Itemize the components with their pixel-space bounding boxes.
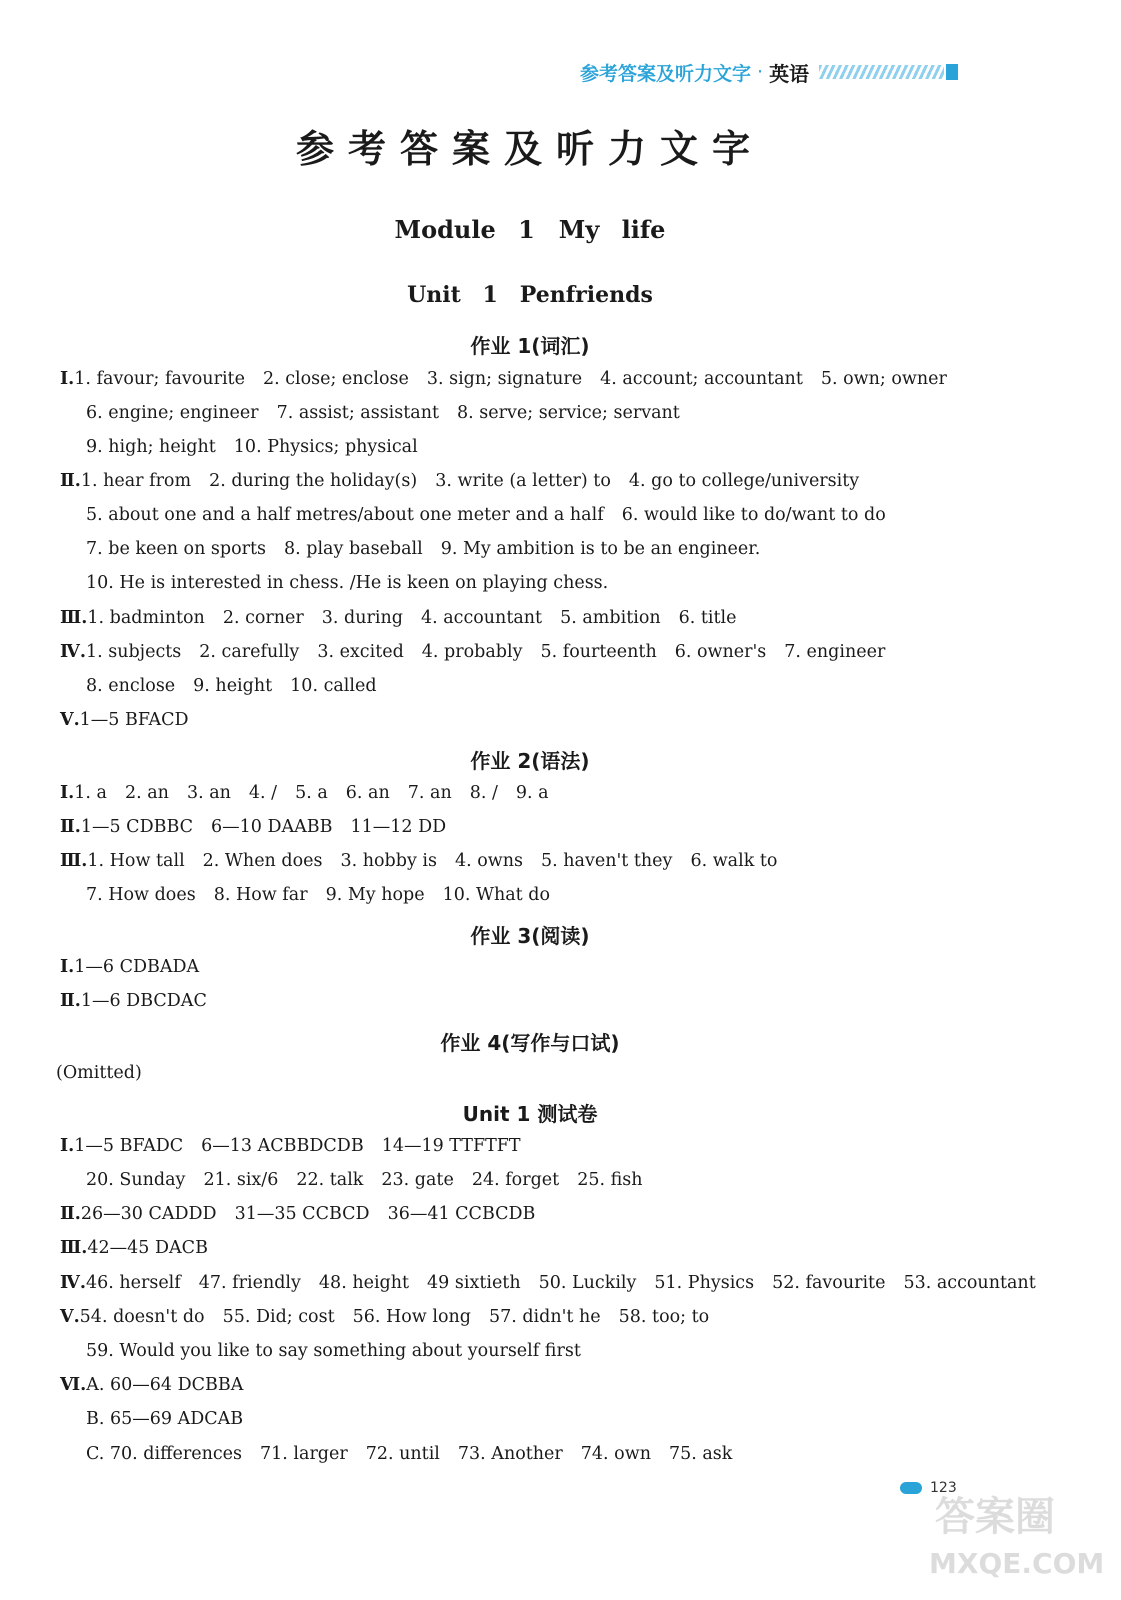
answer-item: B. 65—69 ADCAB	[86, 1409, 244, 1429]
answer-item: 1—6 DBCDAC	[80, 991, 207, 1011]
answer-item: 48. height	[318, 1273, 410, 1293]
answer-item: 25. fish	[577, 1170, 643, 1190]
page-header	[580, 58, 958, 86]
answer-item: 6. an	[345, 783, 390, 803]
answer-item: 1—5 BFACD	[79, 710, 189, 730]
watermark-logo	[925, 1475, 1105, 1585]
answer-line	[86, 885, 568, 905]
roman-numeral: Ⅲ.	[60, 1238, 88, 1258]
answer-line	[60, 1136, 539, 1156]
answer-item: 4. go to college/university	[628, 471, 860, 491]
answer-line	[60, 1375, 261, 1395]
answer-item: 10. called	[290, 676, 377, 696]
answer-line	[60, 783, 567, 803]
roman-numeral: Ⅲ.	[60, 851, 88, 871]
answer-item: 49 sixtieth	[427, 1273, 521, 1293]
answer-item: 21. six/6	[203, 1170, 279, 1190]
answer-item: 6. would like to do/want to do	[621, 505, 886, 525]
answer-line	[60, 991, 225, 1011]
answer-line	[86, 1444, 750, 1464]
answer-item: 11—12 DD	[350, 817, 447, 837]
roman-numeral: Ⅰ.	[60, 1136, 75, 1156]
answer-item: 1—5 BFADC	[74, 1136, 184, 1156]
answer-item: 2. close; enclose	[262, 369, 409, 389]
header-block-decoration	[946, 64, 958, 80]
answer-line	[60, 642, 903, 662]
answer-item: 26—30 CADDD	[80, 1204, 217, 1224]
module-heading: Module 1 My life	[394, 215, 666, 244]
answer-item: 56. How long	[352, 1307, 471, 1327]
roman-numeral: Ⅴ.	[60, 710, 80, 730]
answer-item: 3. an	[186, 783, 231, 803]
answer-line	[60, 957, 217, 977]
section-heading: 作业 2(语法)	[470, 749, 590, 773]
page-number: 123	[930, 1480, 957, 1496]
answer-item: 8. play baseball	[284, 539, 423, 559]
header-subject: 英语	[769, 61, 810, 86]
answer-item: 6—13 ACBBDCDB	[201, 1136, 364, 1156]
answer-item: 5. fourteenth	[540, 642, 657, 662]
answer-item: 22. talk	[296, 1170, 364, 1190]
page-title: 参考答案及听力文字	[295, 127, 764, 171]
roman-numeral: Ⅰ.	[60, 957, 75, 977]
answer-line	[60, 1273, 1054, 1293]
answer-item: 36—41 CCBCDB	[387, 1204, 536, 1224]
answer-item: 2. during the holiday(s)	[209, 471, 418, 491]
answer-item: 3. during	[321, 608, 403, 628]
answer-item: 7. How does	[86, 885, 196, 905]
answer-line	[86, 505, 904, 525]
section-heading: 作业 4(写作与口试)	[440, 1031, 620, 1055]
answer-item: 6. engine; engineer	[86, 403, 259, 423]
answer-item: 1—5 CDBBC	[80, 817, 194, 837]
answer-item: 23. gate	[381, 1170, 454, 1190]
answer-item: 6. title	[678, 608, 737, 628]
answer-item: 24. forget	[471, 1170, 560, 1190]
answer-line	[86, 437, 436, 457]
answer-item: 1. hear from	[80, 471, 192, 491]
watermark-url: MXQE.COM	[929, 1547, 1105, 1580]
answer-item: 51. Physics	[654, 1273, 755, 1293]
answer-item: 5. ambition	[560, 608, 661, 628]
header-stripes-decoration	[819, 65, 944, 79]
answer-item: 52. favourite	[772, 1273, 886, 1293]
answer-item: 7. an	[407, 783, 452, 803]
answer-item: 75. ask	[668, 1444, 733, 1464]
answer-item: 73. Another	[457, 1444, 563, 1464]
answer-item: 7. engineer	[784, 642, 886, 662]
answer-item: 42—45 DACB	[87, 1238, 208, 1258]
roman-numeral: Ⅲ.	[60, 608, 88, 628]
answer-item: 9. height	[193, 676, 273, 696]
answer-item: 2. carefully	[199, 642, 300, 662]
answer-item: 58. too; to	[618, 1307, 710, 1327]
answer-item: 10. He is interested in chess. /He is keen on playing chess.	[86, 573, 609, 593]
answer-line	[60, 1238, 226, 1258]
answer-item: 53. accountant	[903, 1273, 1036, 1293]
roman-numeral: Ⅱ.	[60, 991, 81, 1011]
answer-item: 9. My hope	[325, 885, 425, 905]
answer-item: 1. a	[74, 783, 107, 803]
answer-item: 4. account; accountant	[600, 369, 803, 389]
answer-item: 46. herself	[85, 1273, 181, 1293]
answer-item: 3. hobby is	[340, 851, 437, 871]
roman-numeral: Ⅰ.	[60, 783, 75, 803]
answer-item: A. 60—64 DCBBA	[86, 1375, 244, 1395]
answer-item: 8. How far	[213, 885, 308, 905]
answer-item: 10. Physics; physical	[233, 437, 418, 457]
answer-item: 1. subjects	[85, 642, 182, 662]
answer-line	[60, 608, 755, 628]
answer-item: 1. favour; favourite	[74, 369, 245, 389]
section-heading: 作业 3(阅读)	[470, 924, 590, 948]
answer-item: 5. haven't they	[541, 851, 673, 871]
page-dot-decoration	[900, 1482, 922, 1494]
answer-item: 4. owns	[454, 851, 523, 871]
roman-numeral: Ⅱ.	[60, 1204, 81, 1224]
answer-item: 9. My ambition is to be an engineer.	[440, 539, 761, 559]
roman-numeral: Ⅱ.	[60, 817, 81, 837]
answer-line	[86, 539, 778, 559]
answer-item: 20. Sunday	[86, 1170, 186, 1190]
answer-item: 3. excited	[317, 642, 404, 662]
answer-item: 5. a	[295, 783, 328, 803]
header-separator: ·	[757, 61, 764, 83]
answer-item: 5. own; owner	[820, 369, 947, 389]
answer-line	[60, 369, 965, 389]
answer-item: 7. be keen on sports	[86, 539, 266, 559]
answer-line	[86, 1409, 261, 1429]
roman-numeral: Ⅱ.	[60, 471, 81, 491]
header-title: 参考答案及听力文字	[580, 62, 752, 85]
answer-item: 8. /	[469, 783, 498, 803]
answer-item: 4. accountant	[420, 608, 543, 628]
unit-heading: Unit 1 Penfriends	[407, 282, 653, 308]
answer-line	[86, 403, 698, 423]
answer-item: 10. What do	[442, 885, 550, 905]
answer-line	[60, 710, 207, 730]
answer-item: 6. owner's	[674, 642, 767, 662]
answer-item: 2. When does	[202, 851, 323, 871]
answer-item: 9. a	[515, 783, 549, 803]
answer-item: 59. Would you like to say something about yourself first	[86, 1341, 581, 1361]
answer-item: 50. Luckily	[538, 1273, 637, 1293]
answer-item: 2. corner	[222, 608, 304, 628]
answer-item: 54. doesn't do	[79, 1307, 205, 1327]
answer-item: 14—19 TTFTFT	[381, 1136, 521, 1156]
omitted-text: (Omitted)	[56, 1063, 142, 1083]
answer-item: 7. assist; assistant	[276, 403, 440, 423]
answer-item: 47. friendly	[198, 1273, 301, 1293]
section-heading: Unit 1 测试卷	[462, 1102, 598, 1126]
roman-numeral: Ⅳ.	[60, 642, 86, 662]
answer-line	[60, 471, 877, 491]
answer-item: 3. write (a letter) to	[435, 471, 611, 491]
roman-numeral: Ⅵ.	[60, 1375, 87, 1395]
answer-item: 8. enclose	[86, 676, 176, 696]
answer-item: 9. high; height	[86, 437, 216, 457]
answer-item: 6—10 DAABB	[211, 817, 333, 837]
answer-line	[60, 817, 464, 837]
answer-item: 6. walk to	[690, 851, 778, 871]
answer-item: 2. an	[124, 783, 169, 803]
roman-numeral: Ⅰ.	[60, 369, 75, 389]
answer-item: 57. didn't he	[488, 1307, 601, 1327]
section-heading: 作业 1(词汇)	[470, 334, 590, 358]
answer-item: 4. probably	[421, 642, 523, 662]
answer-line	[60, 1204, 553, 1224]
answer-item: 1—6 CDBADA	[74, 957, 200, 977]
answer-line	[86, 1341, 599, 1361]
roman-numeral: Ⅳ.	[60, 1273, 86, 1293]
answer-item: 1. How tall	[87, 851, 185, 871]
answer-item: 4. /	[248, 783, 278, 803]
answer-item: 55. Did; cost	[222, 1307, 335, 1327]
answer-line	[60, 851, 795, 871]
answer-item: 74. own	[580, 1444, 651, 1464]
answer-item: 5. about one and a half metres/about one meter and a half	[86, 505, 604, 525]
watermark-text: 答案圈	[935, 1494, 1055, 1540]
answer-item: 8. serve; service; servant	[457, 403, 680, 423]
answer-item: 3. sign; signature	[426, 369, 583, 389]
answer-line	[86, 676, 395, 696]
answer-line	[86, 573, 626, 593]
answer-item: C. 70. differences	[86, 1444, 243, 1464]
answer-item: 72. until	[365, 1444, 440, 1464]
roman-numeral: Ⅴ.	[60, 1307, 80, 1327]
answer-line	[60, 1307, 727, 1327]
answer-item: 71. larger	[260, 1444, 348, 1464]
answer-item: 1. badminton	[87, 608, 205, 628]
answer-item: 31—35 CCBCD	[234, 1204, 370, 1224]
answer-line	[86, 1170, 661, 1190]
